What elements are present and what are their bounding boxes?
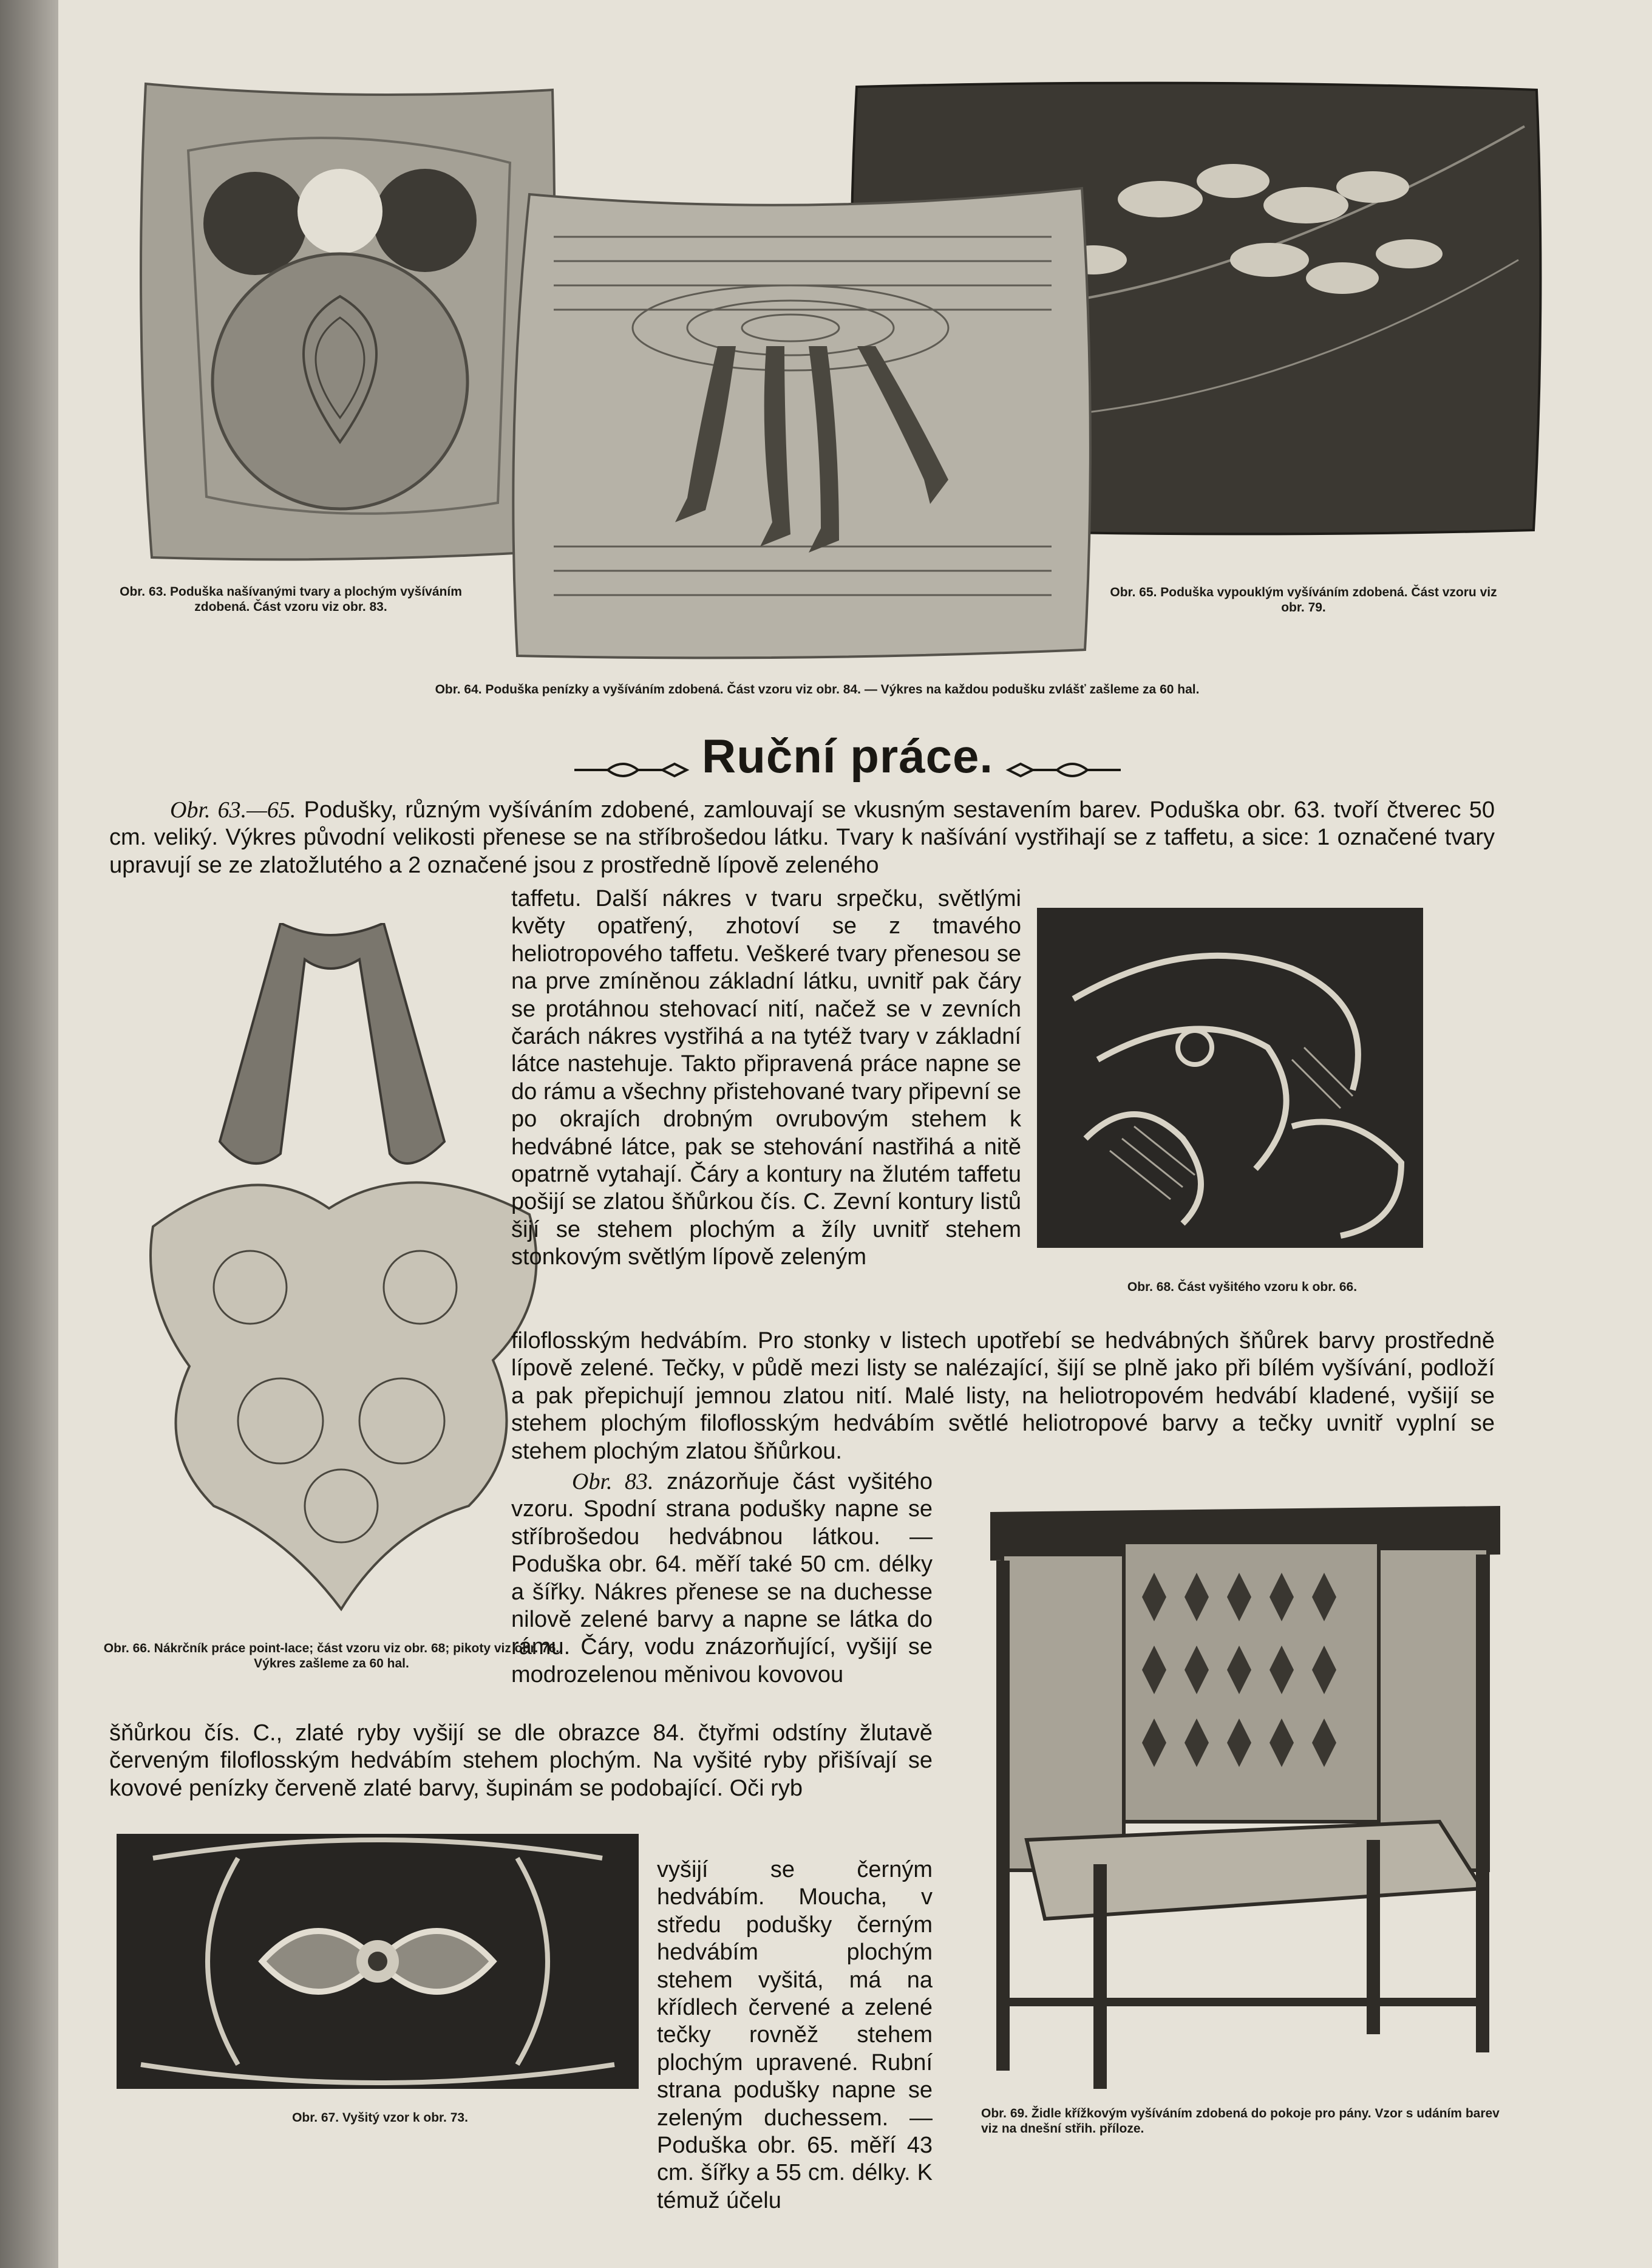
- text-block-2-content: taffetu. Další nákres v tvaru srpečku, světlými květy opatřený, zhotoví se z tmavého heliotropového taffetu. Veškeré tvary přenesou se na prve zmíněnou základní látku, uvnitř pak čáry se protáhnou stehovací nití, načež se v zevních čarách nákres vystřihá a na tytéž tvary v základní látce nastehuje. Takto připravená práce napne se do rámu a všechny přistehované tvary připevní se po okrajích drobným ovrubovým stehem k hedvábné látce, pak se stehování nastřihá a nitě opatrně vytahají. Čáry a kontury na žlutém taffetu pošijí se zlatou šňůrkou čís. C. Zevní kontury listů šijí se stehem plochým a žíly uvnitř stehem stonkovým světlým lípově zeleným: [511, 886, 1021, 1270]
- fig66-caption: Obr. 66. Nákrčník práce point-lace; část vzoru viz obr. 68; pikoty viz obr. 76. Výkres zašleme za 60 hal.: [103, 1641, 560, 1670]
- text-block-1: [109, 797, 1495, 879]
- left-ornament-icon: [571, 758, 699, 782]
- section-title: [544, 723, 1151, 795]
- text-block-5-content: šňůrkou čís. C., zlaté ryby vyšijí se dle obrazce 84. čtyřmi odstíny žlutavě červeným filoflosským hedvábím stehem plochým. Na vyšité ryby přišívají se kovové penízky červeně zlaté barvy, šupinám se podobající. Oči ryb: [109, 1720, 933, 1801]
- text-block-3-content: filoflosským hedvábím. Pro stonky v listech upotřebí se hedvábných šňůrek barvy prostředně lípově zelené. Tečky, v půdě mezi listy se nalézající, šijí se plně jako při bílém vyšívání, podloží a pak přepichují jemnou zlatou nití. Malé listy, na heliotropovém hedvábí kladené, vyšijí se stehem plochým filoflosským hedvábím světlé heliotropové barvy a tečky uvnitř vyplní se stehem plochým zlatou šňůrkou.: [511, 1328, 1495, 1464]
- ref-obr-83: Obr. 83.: [572, 1469, 654, 1494]
- fig68-caption: Obr. 68. Část vyšitého vzoru k obr. 66.: [1127, 1280, 1358, 1294]
- text-block-1-content: Podušky, různým vyšíváním zdobené, zamlouvají se vkusným sestavením barev. Poduška obr. 63. tvoří čtverec 50 cm. veliký. Výkres původní velikosti přenese se na stříbrošedou látku. Tvary k našívání vystřihají se z taffetu, a sice: 1 označené tvary upravují se ze zlatožlutého a 2 označené jsou z prostředně lípově zeleného: [109, 797, 1495, 878]
- text-block-3: [511, 1327, 1495, 1465]
- text-block-2: [511, 885, 1021, 1272]
- ref-obr-63-65: Obr. 63.—65.: [170, 797, 296, 823]
- book-spine-shadow: [0, 0, 58, 2268]
- fig63-pillow-image: [134, 78, 559, 564]
- fig66-lace-collar-image: [129, 923, 563, 1621]
- fig64-pillow-image: [505, 182, 1097, 662]
- fig64-caption: Obr. 64. Poduška penízky a vyšíváním zdobená. Část vzoru viz obr. 84. — Výkres na každou podušku zvlášť zašleme za 60 hal.: [435, 683, 1200, 696]
- magazine-page: [58, 0, 1652, 2268]
- text-block-6: [657, 1856, 933, 2215]
- fig63-caption: Obr. 63. Poduška našívanými tvary a plochým vyšíváním zdobená. Část vzoru viz obr. 83.: [120, 585, 462, 614]
- text-block-6-content: vyšijí se černým hedvábím. Moucha, v středu podušky černým hedvábím plochým stehem vyšitá, má na křídlech červené a zelené tečky rovněž stehem plochým upravené. Rubní strana podušky napne se zeleným duchessem. — Poduška obr. 65. měří 43 cm. šířky a 55 cm. délky. K témuž účelu: [657, 1857, 933, 2213]
- text-block-4: [511, 1468, 933, 1689]
- fig68-embroidery-detail-image: [1037, 908, 1423, 1248]
- fig69-caption: Obr. 69. Židle křížkovým vyšíváním zdobená do pokoje pro pány. Vzor s udáním barev viz na dnešní střih. příloze.: [981, 2106, 1500, 2136]
- fig67-embroidery-image: [117, 1834, 639, 2089]
- page-title: Ruční práce.: [701, 729, 994, 783]
- text-block-5: [109, 1720, 933, 1802]
- fig69-chair-image: [978, 1500, 1512, 2095]
- fig67-caption: Obr. 67. Vyšitý vzor k obr. 73.: [292, 2111, 468, 2125]
- text-block-4-content: znázorňuje část vyšitého vzoru. Spodní strana podušky napne se stříbrošedou hedvábnou látkou. — Poduška obr. 64. měří také 50 cm. délky a šířky. Nákres přenese se na duchesse nilově zelené barvy a napne se látka do rámu. Čáry, vodu znázorňující, vyšijí se modrozelenou měnivou kovovou: [511, 1469, 933, 1687]
- right-ornament-icon: [996, 758, 1124, 782]
- fig65-caption: Obr. 65. Poduška vypouklým vyšíváním zdobená. Část vzoru viz obr. 79.: [1110, 585, 1497, 615]
